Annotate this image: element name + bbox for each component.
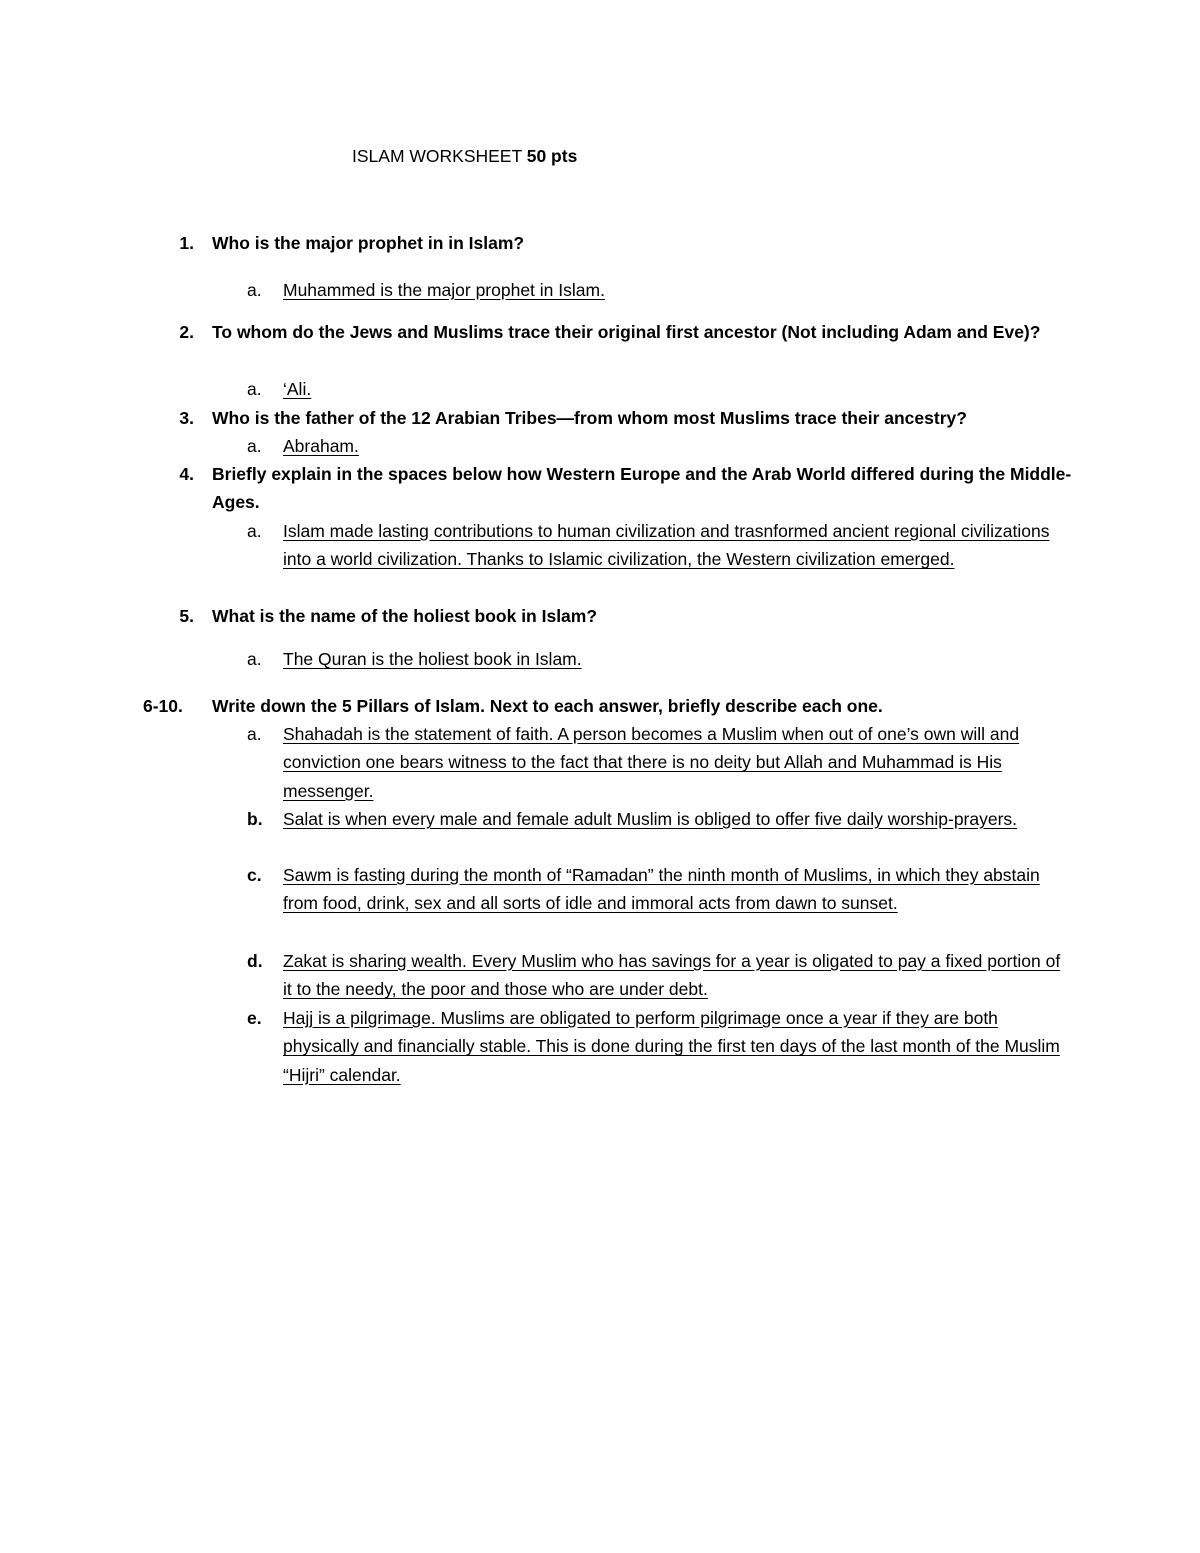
worksheet-title [352, 144, 577, 168]
answer-text: Islam made lasting contributions to human civilization and trasnformed ancient regional civilizations into a world civilization. Thanks to Islamic civilization, the Western civilization emerged. [283, 521, 1050, 570]
answer-letter: c. [247, 865, 262, 885]
question-number: 2. [179, 322, 194, 342]
question-text: Write down the 5 Pillars of Islam. Next to each answer, briefly describe each one. [212, 696, 883, 716]
title-points: 50 pts [526, 146, 578, 166]
answer-text: Sawm is fasting during the month of “Ramadan” the ninth month of Muslims, in which they abstain from food, drink, sex and all sorts of idle and immoral acts from dawn to sunset. [283, 865, 1040, 914]
question-number: 1. [179, 233, 194, 253]
question-number: 3. [179, 408, 194, 428]
answer-text: Salat is when every male and female adult Muslim is obliged to offer five daily worship-prayers. [283, 809, 1018, 829]
answer-letter: d. [247, 951, 263, 971]
question-number: 6-10. [143, 696, 183, 716]
answer-text: Zakat is sharing wealth. Every Muslim who has savings for a year is oligated to pay a fixed portion of it to the needy, the poor and those who are under debt. [283, 951, 1061, 1000]
title-main: ISLAM WORKSHEET [352, 146, 522, 166]
question-text: To whom do the Jews and Muslims trace their original first ancestor (Not including Adam and Eve)? [212, 322, 1041, 342]
question-text: Who is the major prophet in in Islam? [212, 233, 525, 253]
question-text: Briefly explain in the spaces below how Western Europe and the Arab World differed during the Middle-Ages. [212, 464, 1072, 512]
answer-text: Abraham. [283, 436, 359, 456]
answer-letter: a. [247, 379, 262, 399]
question-number: 5. [179, 606, 194, 626]
answer-text: ‘Ali. [283, 379, 312, 399]
answer-text: The Quran is the holiest book in Islam. [283, 649, 582, 669]
question-text: What is the name of the holiest book in Islam? [212, 606, 598, 626]
answer-letter: a. [247, 521, 262, 541]
answer-letter: a. [247, 649, 262, 669]
question-text: Who is the father of the 12 Arabian Tribes—from whom most Muslims trace their ancestry? [212, 408, 967, 428]
answer-text: Muhammed is the major prophet in Islam. [283, 280, 605, 300]
answer-text: Shahadah is the statement of faith. A person becomes a Muslim when out of one’s own will and conviction one bears witness to the fact that there is no deity but Allah and Muhammad is His messenger. [283, 724, 1020, 801]
question-number: 4. [179, 464, 194, 484]
answer-letter: a. [247, 724, 262, 744]
answer-letter: b. [247, 809, 263, 829]
answer-letter: e. [247, 1008, 262, 1028]
answer-letter: a. [247, 280, 262, 300]
answer-text: Hajj is a pilgrimage. Muslims are obligated to perform pilgrimage once a year if they are both physically and financially stable. This is done during the first ten days of the last month of the Muslim “Hijri” calendar. [283, 1008, 1060, 1085]
answer-letter: a. [247, 436, 262, 456]
